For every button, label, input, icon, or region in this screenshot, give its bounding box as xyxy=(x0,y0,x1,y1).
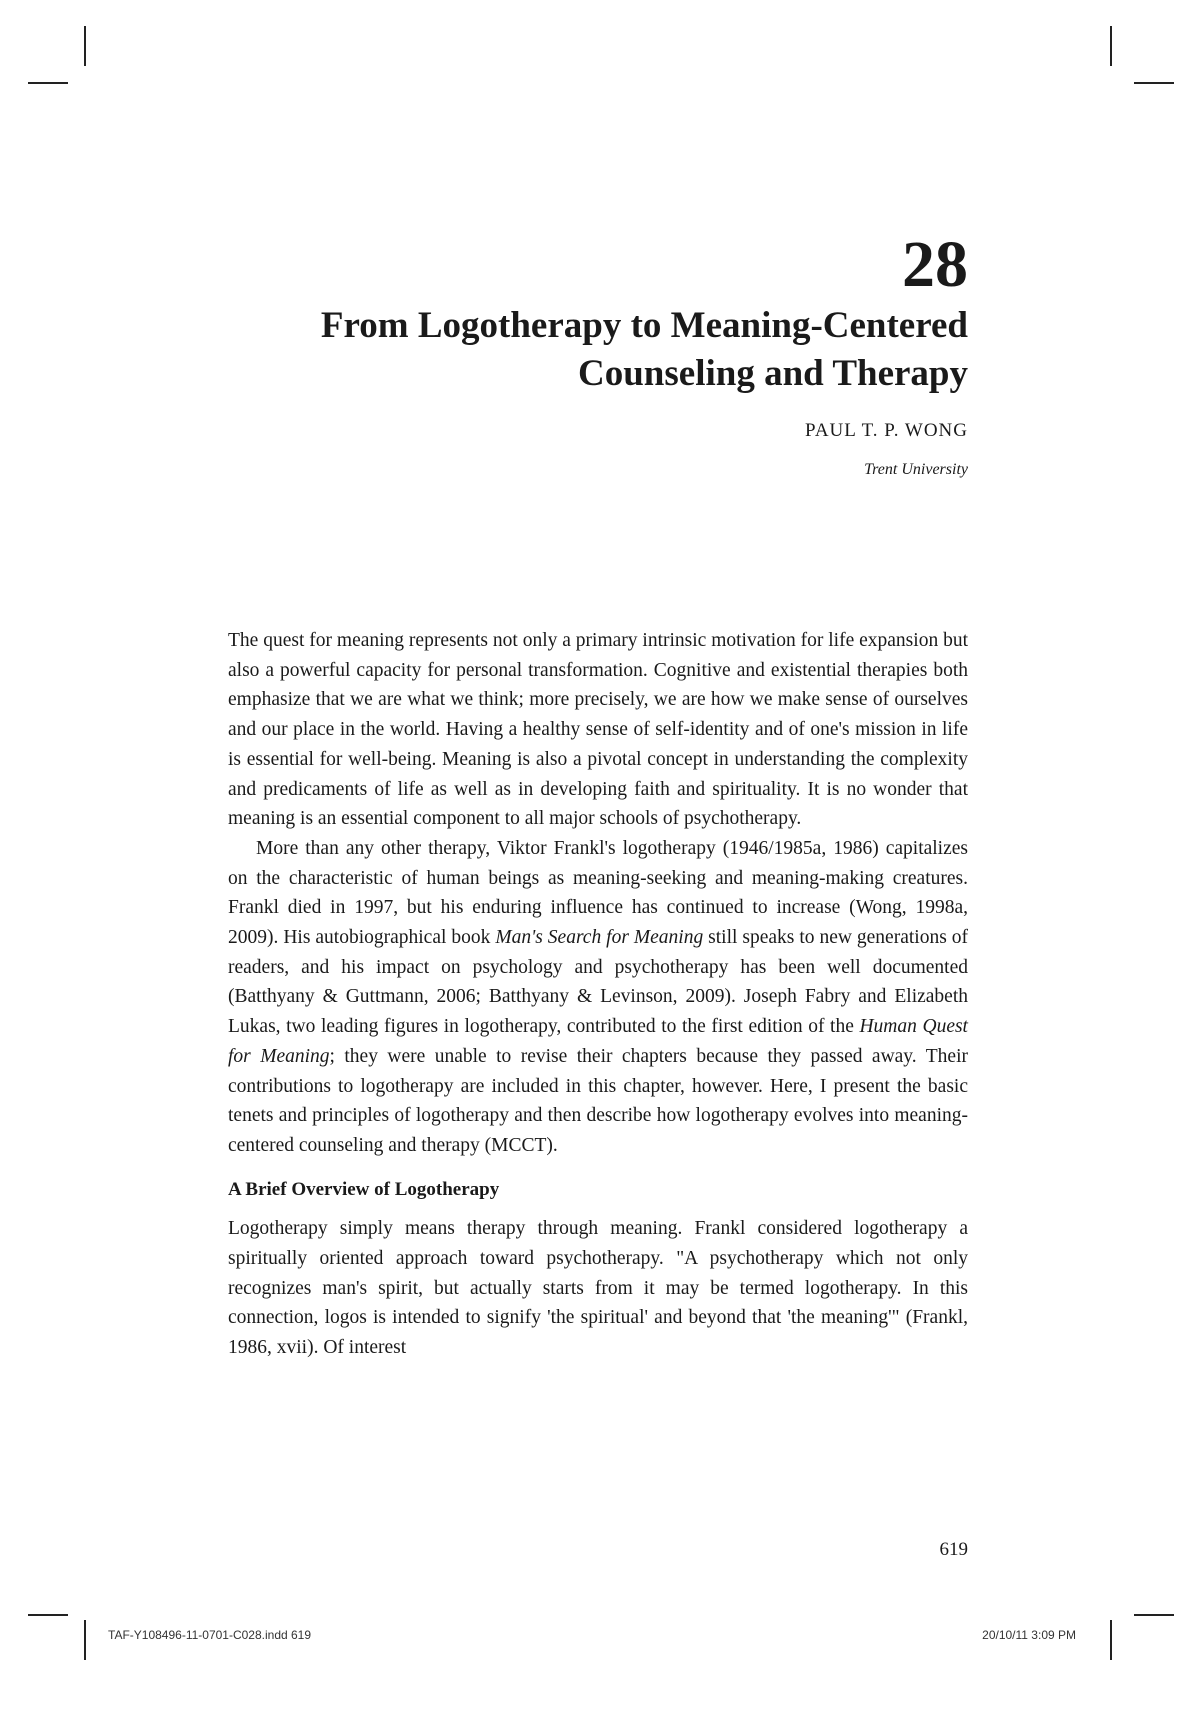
crop-mark-bottom-right-horizontal xyxy=(1134,1614,1174,1616)
paragraph-2-part-c: ; they were unable to revise their chapters because they passed away. Their contributions to logotherapy are included in this chapter, however. Here, I present the basic tenets and principles of logotherapy and then describe how logotherapy evolves into meaning-centered counseling and therapy (MCCT). xyxy=(228,1045,968,1156)
print-slug-file: TAF-Y108496-11-0701-C028.indd 619 xyxy=(108,1628,312,1642)
author-name: PAUL T. P. WONG xyxy=(805,420,968,441)
author-affiliation: Trent University xyxy=(864,461,968,478)
book-title-mans-search: Man's Search for Meaning xyxy=(495,927,704,949)
paragraph-2-part-b: still speaks to new generations of readers, and his impact on psychology and psychotherapy has been well documented (Batthyany & Guttmann, 2006; Batthyany & Levinson, 2009). Joseph Fabry and Elizabeth Lukas, two leading figures in logotherapy, contributed to the first edition of the xyxy=(228,927,968,1038)
paragraph-2-part-a: More than any other therapy, Viktor Frankl's logotherapy (1946/1985a, 1986) capitalizes on the characteristic of human beings as meaning-seeking and meaning-making creatures. Frankl died in 1997, but his enduring influence has continued to increase (Wong, 1998a, 2009). His autobiographical book xyxy=(228,837,968,949)
paragraph-1: The quest for meaning represents not only a primary intrinsic motivation for life expansion but also a powerful capacity for personal transformation. Cognitive and existential therapies both emphasize that we are what we think; more precisely, we are how we make sense of ourselves and our place in the world. Having a healthy sense of self-identity and of one's mission in life is essential for well-being. Meaning is also a pivotal concept in understanding the complexity and predicaments of life as well as in developing faith and spirituality. It is no wonder that meaning is an essential component to all major schools of psychotherapy. xyxy=(228,630,968,830)
page-number: 619 xyxy=(939,1539,968,1560)
chapter-title-line-2: Counseling and Therapy xyxy=(578,353,968,394)
crop-mark-top-right-horizontal xyxy=(1134,82,1174,84)
crop-mark-top-right-vertical xyxy=(1110,26,1112,66)
chapter-title-line-1: From Logotherapy to Meaning-Centered xyxy=(320,305,968,346)
print-slug-date: 20/10/11 3:09 PM xyxy=(982,1628,1076,1642)
crop-mark-top-left-vertical xyxy=(84,26,86,66)
crop-mark-top-left-horizontal xyxy=(28,82,68,84)
crop-mark-bottom-left-horizontal xyxy=(28,1614,68,1616)
paragraph-3: Logotherapy simply means therapy through meaning. Frankl considered logotherapy a spiritually oriented approach toward psychotherapy. "A psychotherapy which not only recognizes man's spirit, but actually starts from it may be termed logotherapy. In this connection, logos is intended to signify 'the spiritual' and beyond that 'the meaning'" (Frankl, 1986, xvii). Of interest xyxy=(228,1218,968,1359)
book-title-human-quest: Human Quest for Meaning xyxy=(228,1016,968,1067)
chapter-title xyxy=(208,302,968,398)
section-heading: A Brief Overview of Logotherapy xyxy=(228,1178,500,1200)
crop-mark-bottom-left-vertical xyxy=(84,1620,86,1660)
chapter-number: 28 xyxy=(902,228,968,301)
crop-mark-bottom-right-vertical xyxy=(1110,1620,1112,1660)
body-text xyxy=(228,626,968,1363)
paragraph-2 xyxy=(228,834,968,1161)
